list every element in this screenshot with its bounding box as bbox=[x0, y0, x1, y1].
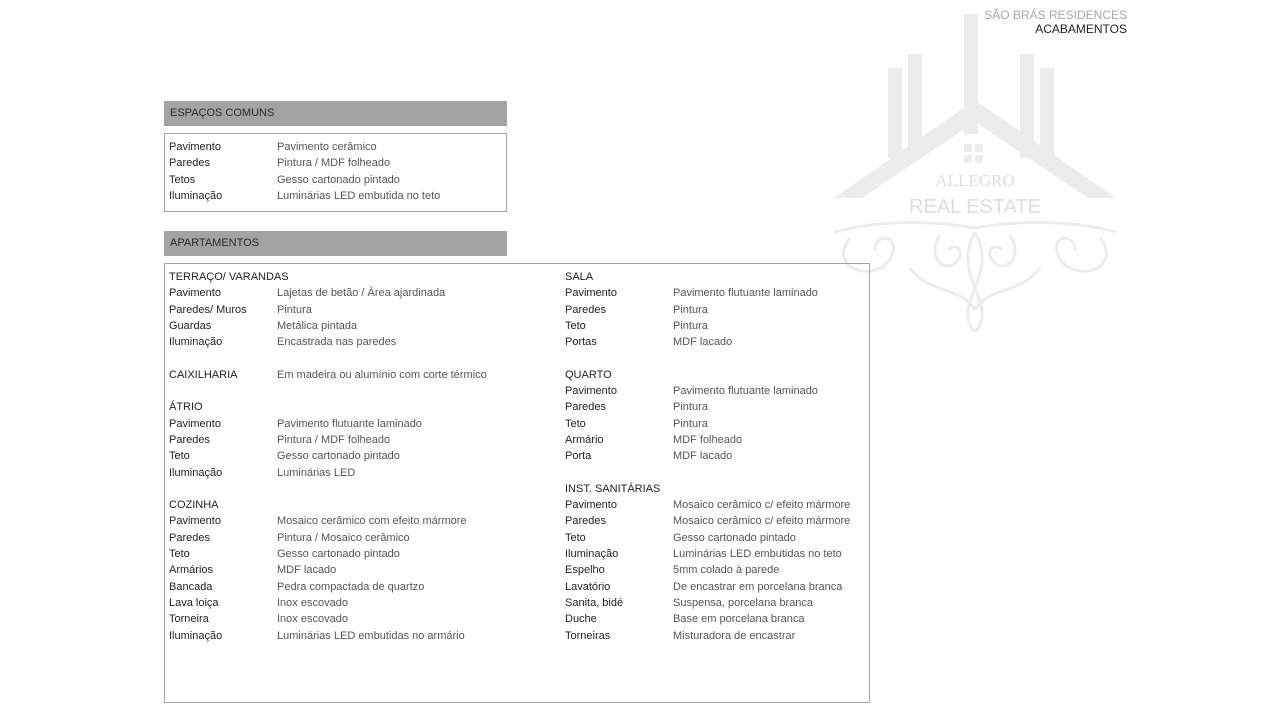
svg-text:ALLEGRO: ALLEGRO bbox=[935, 171, 1015, 190]
apartments-header: APARTAMENTOS bbox=[164, 231, 507, 256]
svg-text:REAL ESTATE: REAL ESTATE bbox=[909, 196, 1041, 218]
document-title: ACABAMENTOS bbox=[1035, 22, 1127, 36]
common-areas-header: ESPAÇOS COMUNS bbox=[164, 101, 507, 126]
brand-name: SÃO BRÁS RESIDENCES bbox=[984, 8, 1127, 22]
allegro-watermark-logo bbox=[830, 10, 1120, 340]
